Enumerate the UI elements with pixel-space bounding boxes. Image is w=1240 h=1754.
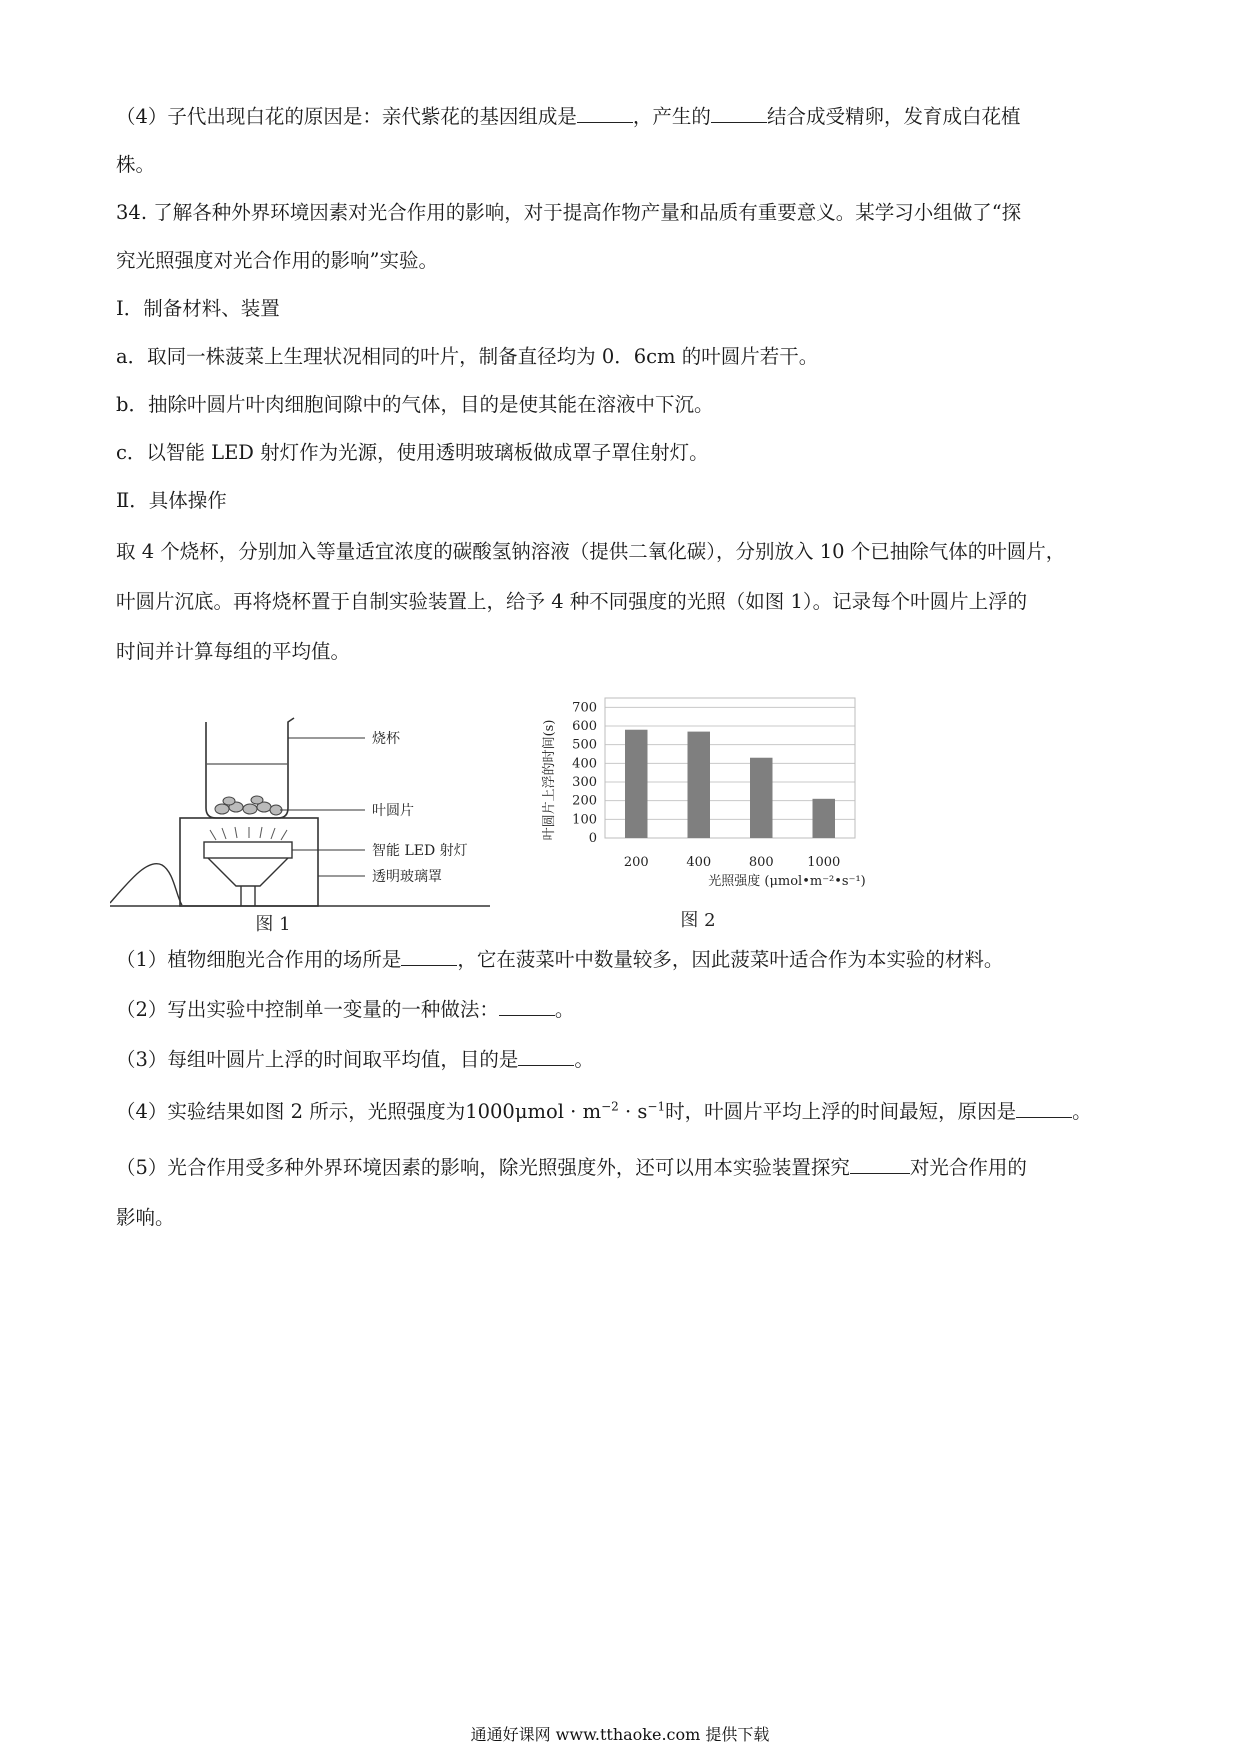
y-tick-label: 400: [572, 756, 597, 772]
bar: [688, 732, 711, 838]
procedure-line1: 取 4 个烧杯，分别加入等量适宜浓度的碳酸氢钠溶液（提供二氧化碳），分别放入 10 个已抽除气体的叶圆片，: [116, 540, 1066, 563]
y-tick-label: 100: [572, 812, 597, 828]
label-led: 智能 LED 射灯: [372, 843, 468, 859]
x-tick-label: 800: [748, 855, 774, 870]
y-tick-label: 300: [572, 775, 597, 790]
question-1: （1）植物细胞光合作用的场所是 ，它在菠菜叶中数量较多，因此菠菜叶适合作为本实验的材料。: [116, 948, 1004, 971]
answer-blank: [499, 997, 555, 1016]
item-c: c．以智能 LED 射灯作为光源，使用透明玻璃板做成罩子罩住射灯。: [116, 441, 709, 464]
procedure-line2: 叶圆片沉底。再将烧杯置于自制实验装置上，给予 4 种不同强度的光照（如图 1）。记录每个叶圆片上浮的: [116, 590, 1028, 613]
answer-blank: [577, 104, 633, 123]
y-tick-label: 500: [572, 737, 597, 753]
bar: [625, 730, 648, 838]
figure2-bar-chart: [535, 690, 895, 940]
figure2-caption: 图 2: [680, 910, 716, 931]
y-axis-label: 叶圆片上浮的时间(s): [542, 719, 557, 841]
beaker-shape: [206, 718, 294, 818]
label-leaf-disc: 叶圆片: [372, 803, 414, 819]
answer-blank: [1016, 1099, 1072, 1118]
q33-part4-line2: 株。: [116, 153, 156, 176]
light-rays: [210, 827, 287, 840]
procedure-line3: 时间并计算每组的平均值。: [116, 640, 351, 663]
item-b: b．抽除叶圆片叶肉细胞间隙中的气体，目的是使其能在溶液中下沉。: [116, 393, 714, 416]
x-tick-label: 200: [623, 855, 649, 870]
q34-intro-line1: 34. 了解各种外界环境因素对光合作用的影响，对于提高作物产量和品质有重要意义。某学习小组做了“探: [116, 201, 1022, 224]
lamp-stand: [208, 858, 288, 886]
question-5-line2: 影响。: [116, 1206, 175, 1229]
figure1-caption: 图 1: [255, 914, 291, 935]
bar: [750, 758, 773, 838]
q33-part4-line1: （4）子代出现白花的原因是：亲代紫花的基因组成是 ，产生的 结合成受精卵，发育成白花植: [116, 105, 1021, 128]
x-tick-label: 1000: [807, 855, 841, 870]
section-heading-procedure: Ⅱ．具体操作: [116, 489, 227, 512]
answer-blank: [401, 947, 457, 966]
y-tick-label: 200: [572, 793, 597, 809]
leaf-discs: [215, 796, 282, 815]
label-glass-cover: 透明玻璃罩: [372, 869, 442, 885]
question-5-line1: （5）光合作用受多种外界环境因素的影响，除光照强度外，还可以用本实验装置探究 对光合作用的: [116, 1156, 1027, 1179]
question-4: （4）实验结果如图 2 所示，光照强度为$1000\mu mol \cdot m^{-2} \cdot s^{-1}$时，叶圆片平均上浮的时间最短，原因是 。: [116, 1099, 1092, 1123]
question-3: （3）每组叶圆片上浮的时间取平均值，目的是 。: [116, 1048, 594, 1071]
x-tick-label: 400: [686, 855, 712, 870]
answer-blank: [850, 1155, 910, 1174]
answer-blank: [711, 104, 767, 123]
item-a: a．取同一株菠菜上生理状况相同的叶片，制备直径均为 0．6cm 的叶圆片若干。: [116, 345, 819, 368]
figure1-apparatus-diagram: [110, 700, 490, 940]
question-2: （2）写出实验中控制单一变量的一种做法： 。: [116, 998, 575, 1021]
q34-intro-line2: 究光照强度对光合作用的影响”实验。: [116, 249, 438, 272]
label-beaker: 烧杯: [372, 731, 400, 747]
bar: [813, 799, 836, 838]
y-tick-label: 700: [572, 700, 597, 716]
x-axis-label: 光照强度 (μmol•m⁻²•s⁻¹): [708, 874, 866, 889]
footer-source: 通通好课网 www.tthaoke.com 提供下载: [470, 1725, 770, 1744]
power-cable: [110, 864, 182, 905]
y-tick-label: 600: [572, 719, 597, 734]
led-lamp-icon: [204, 842, 292, 858]
section-heading-materials: Ⅰ．制备材料、装置: [116, 297, 280, 320]
answer-blank: [518, 1047, 574, 1066]
y-tick-label: 0: [588, 831, 597, 846]
